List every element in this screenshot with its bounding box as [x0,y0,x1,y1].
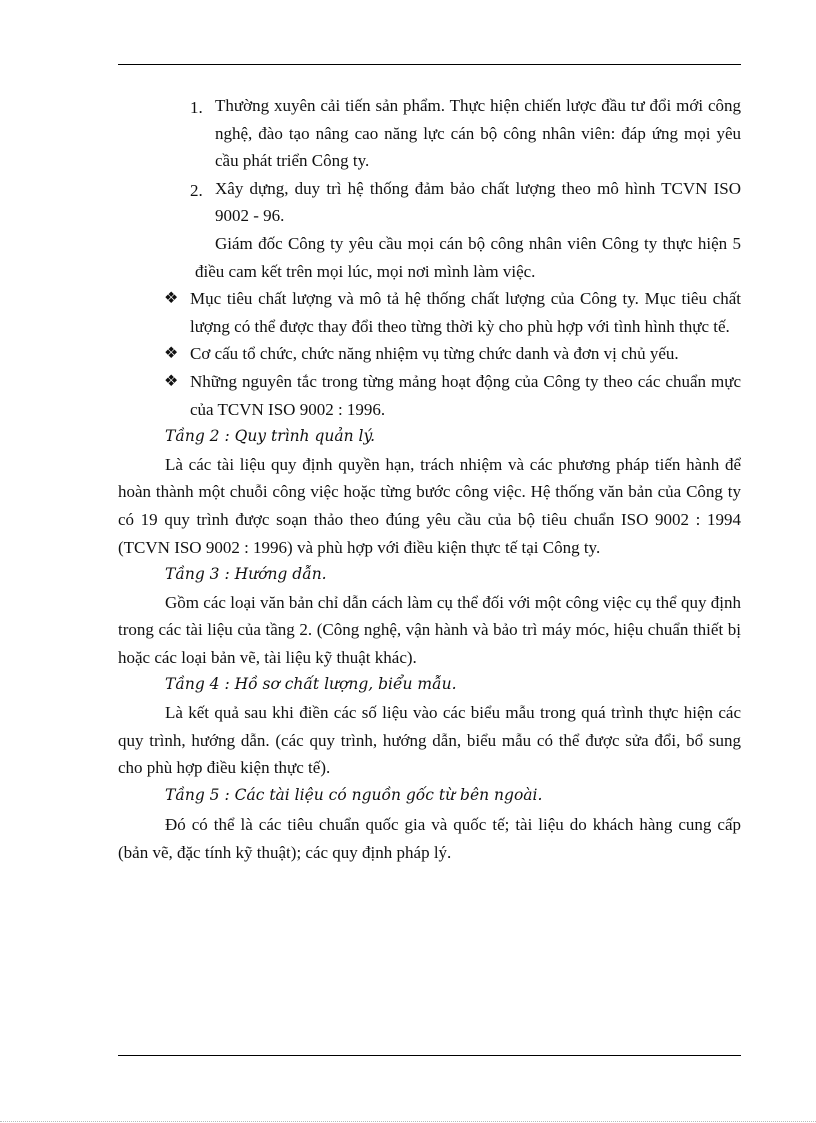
bullet-item-3 [118,368,741,423]
bullet-item-2 [118,340,741,368]
section-body-tier-4: Là kết quả sau khi điền các số liệu vào các biểu mẫu trong quá trình thực hiện các quy trình, hướng dẫn. (các quy trình, hướng dẫn, biểu mẫu có thể được sửa đổi, bổ sung cho phù hợp điều kiện thực tế). [118,703,741,778]
item-text: Thường xuyên cải tiến sản phẩm. Thực hiện chiến lược đầu tư đổi mới công nghệ, đào tạo nâng cao năng lực cán bộ công nhân viên: đáp ứng mọi yêu cầu phát triển Công ty. [215,96,741,171]
header-rule [118,64,741,65]
page-edge-dotted-line [0,1121,816,1122]
section-heading-tier-4: Tầng 4 : Hồ sơ chất lượng, biểu mẫu. [165,675,457,694]
bullet-text: Những nguyên tắc trong từng mảng hoạt động của Công ty theo các chuẩn mực của TCVN ISO 9002 : 1996. [190,371,741,419]
document-body [118,92,741,867]
diamond-bullet-icon: ❖ [164,372,179,390]
section-body-tier-3: Gồm các loại văn bản chỉ dẫn cách làm cụ thể đối với một công việc cụ thể quy định trong các tài liệu của tầng 2. (Công nghệ, vận hành và bảo trì máy móc, hiệu chuẩn thiết bị hoặc các loại bản vẽ, tài liệu kỹ thuật khác). [118,592,741,667]
numbered-item-1 [118,92,741,175]
section-body-tier-2: Là các tài liệu quy định quyền hạn, trách nhiệm và các phương pháp tiến hành để hoàn thành một chuỗi công việc hoặc từng bước công việc. Hệ thống văn bản của Công ty có 19 quy trình được soạn thảo theo đúng yêu cầu của bộ tiêu chuẩn ISO 9002 : 1994 (TCVN ISO 9002 : 1996) và phù hợp với điều kiện thực tế tại Công ty. [118,454,741,557]
item-number: 2. [190,180,203,200]
bullet-text: Mục tiêu chất lượng và mô tả hệ thống chất lượng của Công ty. Mục tiêu chất lượng có thể được thay đổi theo từng thời kỳ cho phù hợp với tình hình thực tế. [190,289,741,336]
section-heading-tier-5: Tầng 5 : Các tài liệu có nguồn gốc từ bên ngoài. [165,785,543,804]
bullet-item-1 [118,285,741,340]
commitment-paragraph: Giám đốc Công ty yêu cầu mọi cán bộ công nhân viên Công ty thực hiện 5 điều cam kết trên mọi lúc, mọi nơi mình làm việc. [195,233,741,281]
item-number: 1. [190,98,203,117]
diamond-bullet-icon: ❖ [164,290,179,308]
footer-rule [118,1055,741,1056]
diamond-bullet-icon: ❖ [164,345,179,363]
item-text: Xây dựng, duy trì hệ thống đảm bảo chất lượng theo mô hình TCVN ISO 9002 - 96. [215,178,741,226]
numbered-item-2 [118,175,741,230]
section-body-tier-5: Đó có thể là các tiêu chuẩn quốc gia và quốc tế; tài liệu do khách hàng cung cấp (bản vẽ, đặc tính kỹ thuật); các quy định pháp lý. [118,815,741,863]
bullet-text: Cơ cấu tổ chức, chức năng nhiệm vụ từng chức danh và đơn vị chủ yếu. [190,344,679,364]
section-heading-tier-2: Tầng 2 : Quy trình quản lý. [165,427,376,446]
section-heading-tier-3: Tầng 3 : Hướng dẫn. [165,565,327,584]
